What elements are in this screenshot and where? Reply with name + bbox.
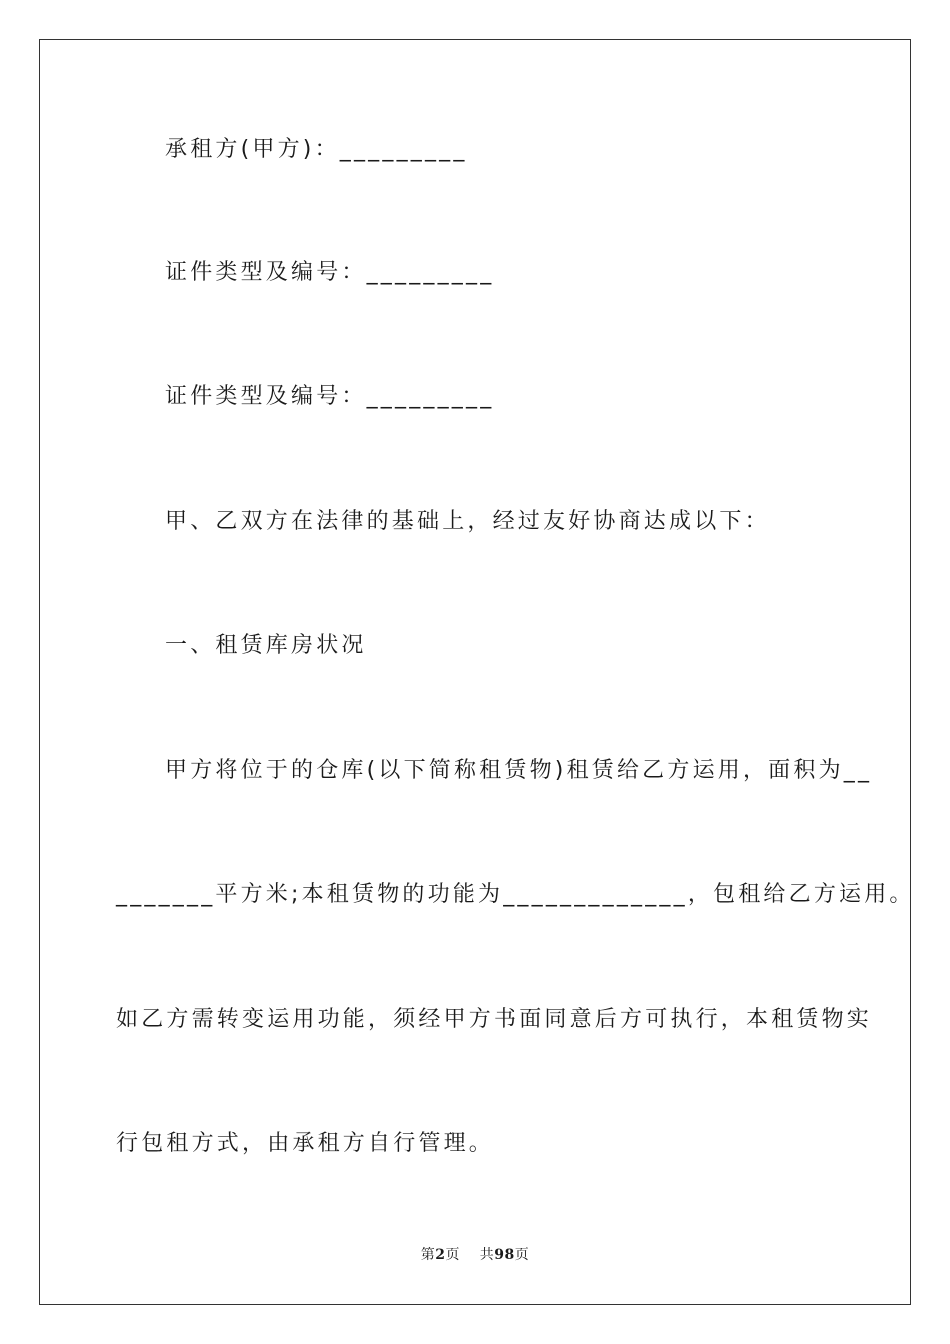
footer-page-suffix: 页 — [445, 1247, 460, 1263]
footer-page-prefix: 第 — [420, 1247, 436, 1263]
page-border — [39, 39, 911, 1305]
footer-page-number: 2 — [435, 1247, 446, 1263]
footer-total-pages: 98 — [494, 1247, 515, 1263]
id-type-line-1: 证件类型及编号：_________ — [165, 260, 495, 285]
body-paragraph-line-4: 行包租方式，由承租方自行管理。 — [116, 1131, 495, 1156]
section-heading-1: 一、租赁库房状况 — [165, 633, 367, 658]
agreement-intro: 甲、乙双方在法律的基础上，经过友好协商达成以下： — [165, 509, 770, 534]
body-paragraph-line-2: _______平方米;本租赁物的功能为_____________，包租给乙方运用。 — [116, 882, 915, 907]
id-type-line-2: 证件类型及编号：_________ — [165, 384, 495, 409]
footer-total-suffix: 页 — [514, 1247, 530, 1263]
body-paragraph-line-1: 甲方将位于的仓库(以下简称租赁物)租赁给乙方运用，面积为__ — [165, 758, 873, 783]
page-footer — [0, 1244, 950, 1264]
lessee-line: 承租方(甲方)：_________ — [165, 137, 468, 162]
footer-total-prefix: 共 — [479, 1247, 495, 1263]
body-paragraph-line-3: 如乙方需转变运用功能，须经甲方书面同意后方可执行，本租赁物实 — [116, 1007, 873, 1032]
